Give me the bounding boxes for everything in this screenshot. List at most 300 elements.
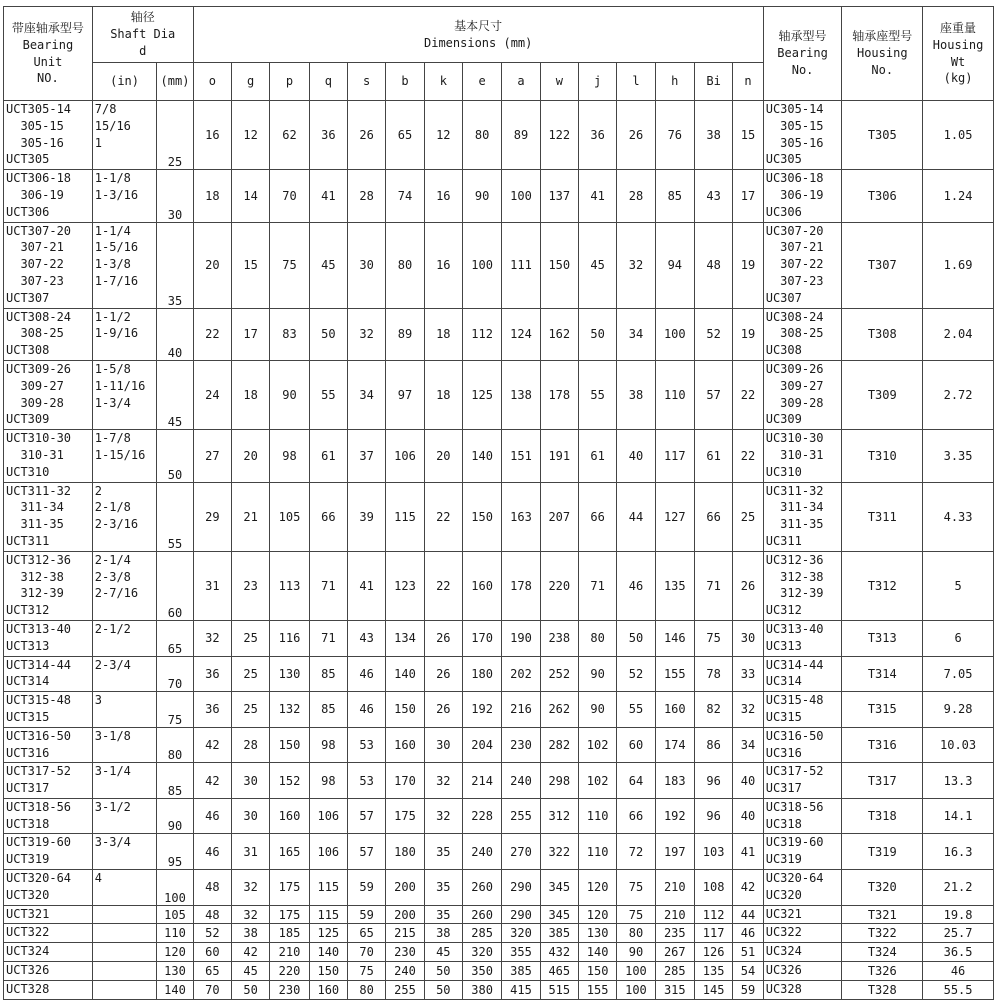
dim-cell-p: 70 (270, 170, 309, 222)
header-dimensions-en: Dimensions (mm) (424, 35, 533, 50)
bearing-cell-line: UC316-50 (765, 728, 824, 743)
table-row (4, 962, 994, 981)
dim-cell-e: 150 (462, 482, 501, 551)
table-row (4, 905, 994, 924)
header-shaft-en: Shaft Dia (110, 27, 176, 42)
unit-cell-line: 305-16 (6, 135, 64, 150)
dim-cell-s: 34 (347, 360, 385, 429)
dim-cell-b: 230 (386, 943, 424, 962)
dim-cell-e: 125 (462, 360, 501, 429)
dim-cell-bi: 96 (694, 763, 732, 799)
dim-cell-k: 32 (424, 763, 462, 799)
dim-cell-a: 202 (502, 656, 540, 692)
dim-cell-b: 115 (386, 482, 424, 551)
bearing-cell (763, 870, 842, 906)
shaft-inch-cell (92, 482, 157, 551)
dim-cell-h: 160 (655, 692, 694, 728)
bearing-cell-line: 307-21 (765, 240, 824, 255)
dim-cell-h: 210 (655, 905, 694, 924)
unit-cell (4, 924, 93, 943)
dim-cell-o: 18 (193, 170, 231, 222)
bearing-cell-line: 308-25 (765, 326, 824, 341)
dim-cell-p: 220 (270, 962, 309, 981)
dim-cell-w: 122 (540, 101, 578, 170)
bearing-cell-line: UC305 (765, 152, 802, 167)
dim-cell-b: 150 (386, 692, 424, 728)
dim-cell-q: 140 (309, 943, 347, 962)
housing-cell: T312 (842, 551, 923, 620)
dim-cell-q: 98 (309, 763, 347, 799)
dim-cell-b: 170 (386, 763, 424, 799)
dim-cell-a: 163 (502, 482, 540, 551)
dim-cell-s: 70 (347, 943, 385, 962)
bearing-cell-line: 307-23 (765, 273, 824, 288)
dim-cell-j: 90 (578, 656, 616, 692)
dim-cell-s: 41 (347, 551, 385, 620)
dim-cell-n: 59 (733, 980, 763, 999)
table-row (4, 656, 994, 692)
shaft-mm-cell: 50 (157, 430, 193, 482)
dim-cell-s: 39 (347, 482, 385, 551)
table-row (4, 870, 994, 906)
housing-cell: T316 (842, 727, 923, 763)
shaft-inch-cell (92, 962, 157, 981)
dim-cell-l: 38 (617, 360, 655, 429)
dim-cell-n: 19 (733, 222, 763, 308)
dim-cell-g: 32 (231, 905, 269, 924)
header-weight (923, 7, 994, 101)
header-unit-en-2: Unit (33, 54, 63, 69)
bearing-cell-line: UC308-24 (765, 309, 824, 324)
bearing-cell-line: UC312-36 (765, 552, 824, 567)
dim-cell-q: 71 (309, 551, 347, 620)
dim-cell-p: 175 (270, 870, 309, 906)
dim-cell-l: 55 (617, 692, 655, 728)
dim-cell-w: 312 (540, 798, 578, 834)
shaft-inch-cell-line: 1-7/16 (94, 273, 139, 288)
bearing-cell-line: UC306-18 (765, 171, 824, 186)
unit-cell-line: 311-34 (6, 500, 64, 515)
unit-cell-line: UCT318 (6, 816, 50, 831)
unit-cell-line: 307-21 (6, 240, 64, 255)
dim-cell-j: 120 (578, 870, 616, 906)
dim-cell-e: 228 (462, 798, 501, 834)
dim-cell-bi: 43 (694, 170, 732, 222)
dim-cell-o: 27 (193, 430, 231, 482)
bearing-cell-line: UC320-64 (765, 871, 824, 886)
dim-cell-k: 12 (424, 101, 462, 170)
dim-cell-q: 66 (309, 482, 347, 551)
dim-cell-bi: 75 (694, 620, 732, 656)
dim-cell-k: 26 (424, 656, 462, 692)
dim-cell-n: 42 (733, 870, 763, 906)
dim-cell-k: 32 (424, 798, 462, 834)
dim-cell-l: 75 (617, 870, 655, 906)
bearing-cell-line: UC314 (765, 674, 802, 689)
shaft-mm-cell: 85 (157, 763, 193, 799)
header-bearing (763, 7, 842, 101)
unit-cell (4, 727, 93, 763)
dim-cell-w: 298 (540, 763, 578, 799)
dim-cell-o: 36 (193, 656, 231, 692)
bearing-spec-table (3, 6, 994, 1000)
dim-cell-g: 30 (231, 798, 269, 834)
dim-cell-w: 207 (540, 482, 578, 551)
shaft-inch-cell-line: 1-5/16 (94, 240, 139, 255)
unit-cell-line: UCT315 (6, 709, 50, 724)
unit-cell-line: UCT312 (6, 603, 50, 618)
header-shaft-in: (in) (92, 63, 157, 101)
table-row (4, 834, 994, 870)
shaft-mm-cell: 140 (157, 980, 193, 999)
shaft-inch-cell (92, 905, 157, 924)
unit-cell-line: UCT316 (6, 745, 50, 760)
dim-cell-b: 65 (386, 101, 424, 170)
unit-cell-line: UCT319 (6, 852, 50, 867)
bearing-cell-line: UC316 (765, 745, 802, 760)
shaft-inch-cell-line: 1-3/4 (94, 395, 131, 410)
weight-cell: 10.03 (923, 727, 994, 763)
dim-cell-w: 385 (540, 924, 578, 943)
bearing-cell-line: UC307 (765, 290, 802, 305)
header-dimensions (193, 7, 763, 63)
shaft-inch-cell (92, 551, 157, 620)
dim-cell-bi: 108 (694, 870, 732, 906)
unit-cell-line: UCT310 (6, 464, 50, 479)
dim-cell-s: 57 (347, 798, 385, 834)
dim-cell-a: 100 (502, 170, 540, 222)
unit-cell-line: 312-39 (6, 586, 64, 601)
header-shaft (92, 7, 193, 63)
dim-cell-q: 98 (309, 727, 347, 763)
dim-cell-j: 55 (578, 360, 616, 429)
shaft-inch-cell-line: 3 (94, 693, 103, 708)
unit-cell (4, 798, 93, 834)
table-row (4, 430, 994, 482)
dim-cell-n: 30 (733, 620, 763, 656)
dim-cell-q: 85 (309, 656, 347, 692)
table-row (4, 924, 994, 943)
unit-cell (4, 980, 93, 999)
dim-cell-e: 240 (462, 834, 501, 870)
dim-cell-k: 16 (424, 170, 462, 222)
dim-cell-h: 110 (655, 360, 694, 429)
shaft-mm-cell: 100 (157, 870, 193, 906)
unit-cell-line: 307-22 (6, 257, 64, 272)
dim-cell-a: 124 (502, 308, 540, 360)
shaft-inch-cell (92, 834, 157, 870)
dim-cell-j: 50 (578, 308, 616, 360)
weight-cell: 1.05 (923, 101, 994, 170)
shaft-inch-cell (92, 170, 157, 222)
unit-cell-line: UCT317 (6, 781, 50, 796)
shaft-inch-cell (92, 656, 157, 692)
dim-cell-b: 180 (386, 834, 424, 870)
dim-cell-l: 28 (617, 170, 655, 222)
unit-cell-line: UCT320-64 (6, 871, 72, 886)
dim-cell-p: 62 (270, 101, 309, 170)
shaft-inch-cell (92, 360, 157, 429)
bearing-cell-line: UC324 (765, 944, 802, 959)
dim-cell-bi: 126 (694, 943, 732, 962)
weight-cell: 4.33 (923, 482, 994, 551)
weight-cell: 3.35 (923, 430, 994, 482)
dim-cell-s: 59 (347, 905, 385, 924)
dim-cell-k: 35 (424, 870, 462, 906)
dim-cell-l: 66 (617, 798, 655, 834)
shaft-mm-cell: 130 (157, 962, 193, 981)
dim-cell-h: 85 (655, 170, 694, 222)
dim-cell-o: 31 (193, 551, 231, 620)
shaft-inch-cell-line: 2 (94, 483, 103, 498)
unit-cell (4, 870, 93, 906)
dim-cell-n: 22 (733, 430, 763, 482)
dim-cell-n: 26 (733, 551, 763, 620)
shaft-inch-cell (92, 692, 157, 728)
weight-cell: 16.3 (923, 834, 994, 870)
dim-cell-bi: 57 (694, 360, 732, 429)
unit-cell-line: UCT305 (6, 152, 50, 167)
dim-cell-b: 200 (386, 870, 424, 906)
shaft-inch-cell-line: 1 (94, 135, 103, 150)
bearing-cell-line: 309-27 (765, 378, 824, 393)
dim-cell-j: 155 (578, 980, 616, 999)
shaft-inch-cell-line: 2-3/4 (94, 657, 131, 672)
dim-cell-p: 116 (270, 620, 309, 656)
weight-cell: 7.05 (923, 656, 994, 692)
housing-cell: T328 (842, 980, 923, 999)
dim-cell-s: 57 (347, 834, 385, 870)
dim-cell-p: 165 (270, 834, 309, 870)
dim-cell-k: 20 (424, 430, 462, 482)
dim-cell-q: 115 (309, 870, 347, 906)
dim-cell-e: 285 (462, 924, 501, 943)
unit-cell (4, 943, 93, 962)
shaft-inch-cell (92, 980, 157, 999)
header-dim-e: e (462, 63, 501, 101)
dim-cell-b: 106 (386, 430, 424, 482)
dim-cell-k: 35 (424, 834, 462, 870)
dim-cell-a: 178 (502, 551, 540, 620)
housing-cell: T318 (842, 798, 923, 834)
table-row (4, 798, 994, 834)
dim-cell-e: 90 (462, 170, 501, 222)
table-row (4, 943, 994, 962)
dim-cell-bi: 117 (694, 924, 732, 943)
header-dim-h: h (655, 63, 694, 101)
dim-cell-b: 200 (386, 905, 424, 924)
dim-cell-o: 42 (193, 727, 231, 763)
dim-cell-s: 80 (347, 980, 385, 999)
weight-cell: 13.3 (923, 763, 994, 799)
header-dim-j: j (578, 63, 616, 101)
shaft-inch-cell-line: 1-9/16 (94, 326, 139, 341)
dim-cell-w: 137 (540, 170, 578, 222)
bearing-cell (763, 727, 842, 763)
dim-cell-e: 80 (462, 101, 501, 170)
dim-cell-k: 26 (424, 692, 462, 728)
weight-cell: 36.5 (923, 943, 994, 962)
dim-cell-g: 15 (231, 222, 269, 308)
dim-cell-b: 175 (386, 798, 424, 834)
header-dim-k: k (424, 63, 462, 101)
shaft-inch-cell (92, 222, 157, 308)
bearing-cell (763, 980, 842, 999)
header-housing-cn: 轴承座型号 (852, 29, 913, 44)
dim-cell-s: 46 (347, 656, 385, 692)
dim-cell-o: 52 (193, 924, 231, 943)
unit-cell-line: 306-19 (6, 187, 64, 202)
dim-cell-g: 20 (231, 430, 269, 482)
dim-cell-n: 51 (733, 943, 763, 962)
dim-cell-p: 90 (270, 360, 309, 429)
bearing-cell-line: UC309-26 (765, 361, 824, 376)
dim-cell-j: 36 (578, 101, 616, 170)
shaft-inch-cell-line: 1-3/8 (94, 257, 131, 272)
unit-cell-line: UCT326 (6, 963, 50, 978)
bearing-cell-line: UC317 (765, 781, 802, 796)
dim-cell-o: 29 (193, 482, 231, 551)
bearing-cell-line: 312-39 (765, 586, 824, 601)
unit-cell-line: UCT308 (6, 343, 50, 358)
table-row (4, 551, 994, 620)
dim-cell-s: 53 (347, 727, 385, 763)
unit-cell-line: UCT320 (6, 887, 50, 902)
dim-cell-h: 146 (655, 620, 694, 656)
unit-cell (4, 620, 93, 656)
shaft-mm-cell: 35 (157, 222, 193, 308)
table-row (4, 980, 994, 999)
bearing-cell-line: UC315-48 (765, 693, 824, 708)
dim-cell-n: 15 (733, 101, 763, 170)
dim-cell-q: 36 (309, 101, 347, 170)
bearing-cell-line: UC305-14 (765, 102, 824, 116)
dim-cell-bi: 103 (694, 834, 732, 870)
weight-cell: 2.72 (923, 360, 994, 429)
bearing-cell (763, 924, 842, 943)
dim-cell-h: 117 (655, 430, 694, 482)
bearing-cell (763, 551, 842, 620)
dim-cell-a: 385 (502, 962, 540, 981)
dim-cell-a: 111 (502, 222, 540, 308)
dim-cell-s: 53 (347, 763, 385, 799)
unit-cell-line: 309-28 (6, 395, 64, 410)
dim-cell-e: 320 (462, 943, 501, 962)
header-weight-en-2: Wt (950, 54, 966, 69)
dim-cell-o: 20 (193, 222, 231, 308)
unit-cell-line: UCT324 (6, 944, 50, 959)
unit-cell-line: UCT319-60 (6, 835, 72, 850)
dim-cell-g: 23 (231, 551, 269, 620)
dim-cell-e: 100 (462, 222, 501, 308)
dim-cell-k: 18 (424, 308, 462, 360)
dim-cell-b: 80 (386, 222, 424, 308)
header-weight-cn: 座重量 (940, 20, 977, 35)
shaft-inch-cell-line: 3-3/4 (94, 835, 131, 850)
header-dim-o: o (193, 63, 231, 101)
dim-cell-w: 178 (540, 360, 578, 429)
bearing-cell-line: UC307-20 (765, 223, 824, 238)
dim-cell-e: 260 (462, 870, 501, 906)
dim-cell-o: 16 (193, 101, 231, 170)
dim-cell-bi: 71 (694, 551, 732, 620)
dim-cell-h: 76 (655, 101, 694, 170)
unit-cell-line: UCT315-48 (6, 693, 72, 708)
dim-cell-b: 74 (386, 170, 424, 222)
dim-cell-w: 322 (540, 834, 578, 870)
dim-cell-j: 71 (578, 551, 616, 620)
header-weight-en-3: (kg) (943, 71, 973, 86)
shaft-mm-cell: 40 (157, 308, 193, 360)
shaft-inch-cell (92, 727, 157, 763)
dim-cell-w: 282 (540, 727, 578, 763)
dim-cell-b: 160 (386, 727, 424, 763)
dim-cell-b: 255 (386, 980, 424, 999)
bearing-cell-line: UC328 (765, 981, 802, 996)
shaft-inch-cell-line: 2-1/4 (94, 552, 131, 567)
unit-cell-line: 307-23 (6, 273, 64, 288)
weight-cell: 19.8 (923, 905, 994, 924)
dim-cell-k: 26 (424, 620, 462, 656)
dim-cell-o: 42 (193, 763, 231, 799)
bearing-cell (763, 943, 842, 962)
unit-cell-line: UCT318-56 (6, 799, 72, 814)
dim-cell-g: 17 (231, 308, 269, 360)
dim-cell-a: 89 (502, 101, 540, 170)
unit-cell (4, 834, 93, 870)
dim-cell-bi: 61 (694, 430, 732, 482)
housing-cell: T305 (842, 101, 923, 170)
bearing-cell (763, 656, 842, 692)
weight-cell: 2.04 (923, 308, 994, 360)
dim-cell-s: 65 (347, 924, 385, 943)
unit-cell-line: 310-31 (6, 447, 64, 462)
dim-cell-o: 48 (193, 870, 231, 906)
dim-cell-l: 90 (617, 943, 655, 962)
dim-cell-j: 110 (578, 798, 616, 834)
dim-cell-l: 100 (617, 980, 655, 999)
weight-cell: 55.5 (923, 980, 994, 999)
dim-cell-p: 83 (270, 308, 309, 360)
shaft-inch-cell-line: 2-7/16 (94, 586, 139, 601)
bearing-cell-line: 309-28 (765, 395, 824, 410)
dim-cell-q: 115 (309, 905, 347, 924)
dim-cell-b: 123 (386, 551, 424, 620)
unit-cell-line: 309-27 (6, 378, 64, 393)
header-dim-g: g (231, 63, 269, 101)
dim-cell-bi: 66 (694, 482, 732, 551)
dim-cell-j: 90 (578, 692, 616, 728)
dim-cell-o: 60 (193, 943, 231, 962)
dim-cell-b: 97 (386, 360, 424, 429)
dim-cell-w: 238 (540, 620, 578, 656)
dim-cell-bi: 78 (694, 656, 732, 692)
dim-cell-l: 34 (617, 308, 655, 360)
dim-cell-h: 285 (655, 962, 694, 981)
dim-cell-g: 28 (231, 727, 269, 763)
dim-cell-w: 345 (540, 905, 578, 924)
unit-cell-line: UCT306 (6, 204, 50, 219)
shaft-inch-cell (92, 308, 157, 360)
dim-cell-s: 30 (347, 222, 385, 308)
dim-cell-e: 214 (462, 763, 501, 799)
bearing-cell-line: 310-31 (765, 447, 824, 462)
dim-cell-o: 36 (193, 692, 231, 728)
unit-cell-line: UCT328 (6, 981, 50, 996)
bearing-cell-line: UC312 (765, 603, 802, 618)
dim-cell-h: 174 (655, 727, 694, 763)
bearing-cell (763, 430, 842, 482)
